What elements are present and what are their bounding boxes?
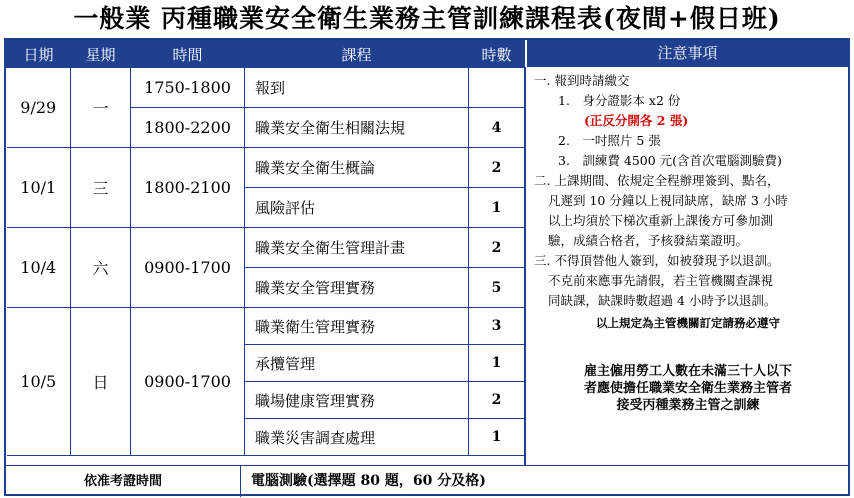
notes-panel — [524, 67, 848, 465]
hours-cell: 3 — [469, 308, 525, 345]
note-item-3: 三. 不得頂替他人簽到，如被發現予以退訓。 — [534, 253, 780, 268]
header-row — [7, 41, 525, 68]
note-continuation: 以上均須於下梯次重新上課後方可參加測 — [548, 213, 774, 228]
employer-notice-line: 雇主僱用勞工人數在未滿三十人以下 — [583, 364, 792, 379]
exam-time-label: 依准考證時間 — [6, 466, 241, 497]
employer-notice-line: 者應使擔任職業安全衛生業務主管者 — [583, 381, 792, 396]
note-item-1: 一. 報到時請繳交 — [534, 73, 630, 88]
table-row — [7, 68, 525, 108]
note-subitem: 3. 訓練費 4500 元(含首次電腦測驗費) — [558, 153, 782, 168]
time-cell: 1750-1800 — [131, 68, 245, 108]
table-row — [7, 308, 525, 345]
exam-description: 電腦測驗(選擇題 80 題，60 分及格) — [251, 473, 486, 489]
note-continuation: 驗，成績合格者，予核發結業證明。 — [548, 233, 749, 248]
course-cell: 風險評估 — [245, 188, 469, 228]
col-header-date: 日期 — [7, 41, 71, 68]
course-cell: 職業安全衛生相關法規 — [245, 108, 469, 148]
note-subitem: 1. 身分證影本 x2 份 — [558, 93, 681, 108]
course-cell: 職場健康管理實務 — [245, 382, 469, 419]
course-cell: 承攬管理 — [245, 345, 469, 382]
hours-cell: 2 — [469, 382, 525, 419]
col-header-course: 課程 — [245, 41, 469, 68]
time-cell: 1800-2200 — [131, 108, 245, 148]
exam-row — [6, 465, 848, 496]
note-subitem: 2. 一吋照片 5 張 — [558, 133, 661, 148]
hours-cell: 1 — [469, 345, 525, 382]
hours-cell: 1 — [469, 419, 525, 456]
col-header-hours: 時數 — [469, 41, 525, 68]
date-cell: 10/5 — [7, 308, 71, 456]
day-cell: 日 — [71, 308, 131, 456]
date-cell: 10/4 — [7, 228, 71, 308]
day-cell: 三 — [71, 148, 131, 228]
hours-cell: 2 — [469, 148, 525, 188]
employer-notice-line: 接受丙種業務主管之訓練 — [616, 398, 760, 413]
course-cell: 職業安全衛生概論 — [245, 148, 469, 188]
course-cell: 職業衛生管理實務 — [245, 308, 469, 345]
time-cell: 1800-2100 — [131, 148, 245, 228]
course-cell: 職業安全衛生管理計畫 — [245, 228, 469, 268]
note-continuation: 同缺課，缺課時數超過 4 小時予以退訓。 — [548, 293, 777, 308]
hours-cell: 1 — [469, 188, 525, 228]
notes-header: 注意事項 — [527, 40, 848, 67]
note-warning: (正反分開各 2 張) — [584, 113, 689, 128]
rule-statement: 以上規定為主管機關訂定請務必遵守 — [596, 316, 780, 330]
hours-cell: 2 — [469, 228, 525, 268]
employer-notice — [534, 363, 842, 414]
note-item-2: 二. 上課期間、依規定全程辦理簽到、點名， — [534, 173, 780, 188]
day-cell: 六 — [71, 228, 131, 308]
course-cell: 職業安全管理實務 — [245, 268, 469, 308]
hours-cell: 5 — [469, 268, 525, 308]
day-cell: 一 — [71, 68, 131, 148]
course-cell: 報到 — [245, 68, 469, 108]
date-cell: 10/1 — [7, 148, 71, 228]
col-header-time: 時間 — [131, 41, 245, 68]
hours-cell: 4 — [469, 108, 525, 148]
date-cell: 9/29 — [7, 68, 71, 148]
schedule-table — [6, 40, 525, 456]
time-cell: 0900-1700 — [131, 308, 245, 456]
note-continuation: 不克前來應事先請假，若主管機關查課視 — [548, 273, 774, 288]
table-row — [7, 148, 525, 188]
col-header-day: 星期 — [71, 41, 131, 68]
page-title: 一般業 丙種職業安全衛生業務主管訓練課程表(夜間+假日班) — [73, 4, 781, 33]
table-row — [7, 228, 525, 268]
time-cell: 0900-1700 — [131, 228, 245, 308]
note-continuation: 凡遲到 10 分鐘以上視同缺席，缺席 3 小時 — [548, 193, 788, 208]
course-cell: 職業災害調查處理 — [245, 419, 469, 456]
hours-cell — [469, 68, 525, 108]
